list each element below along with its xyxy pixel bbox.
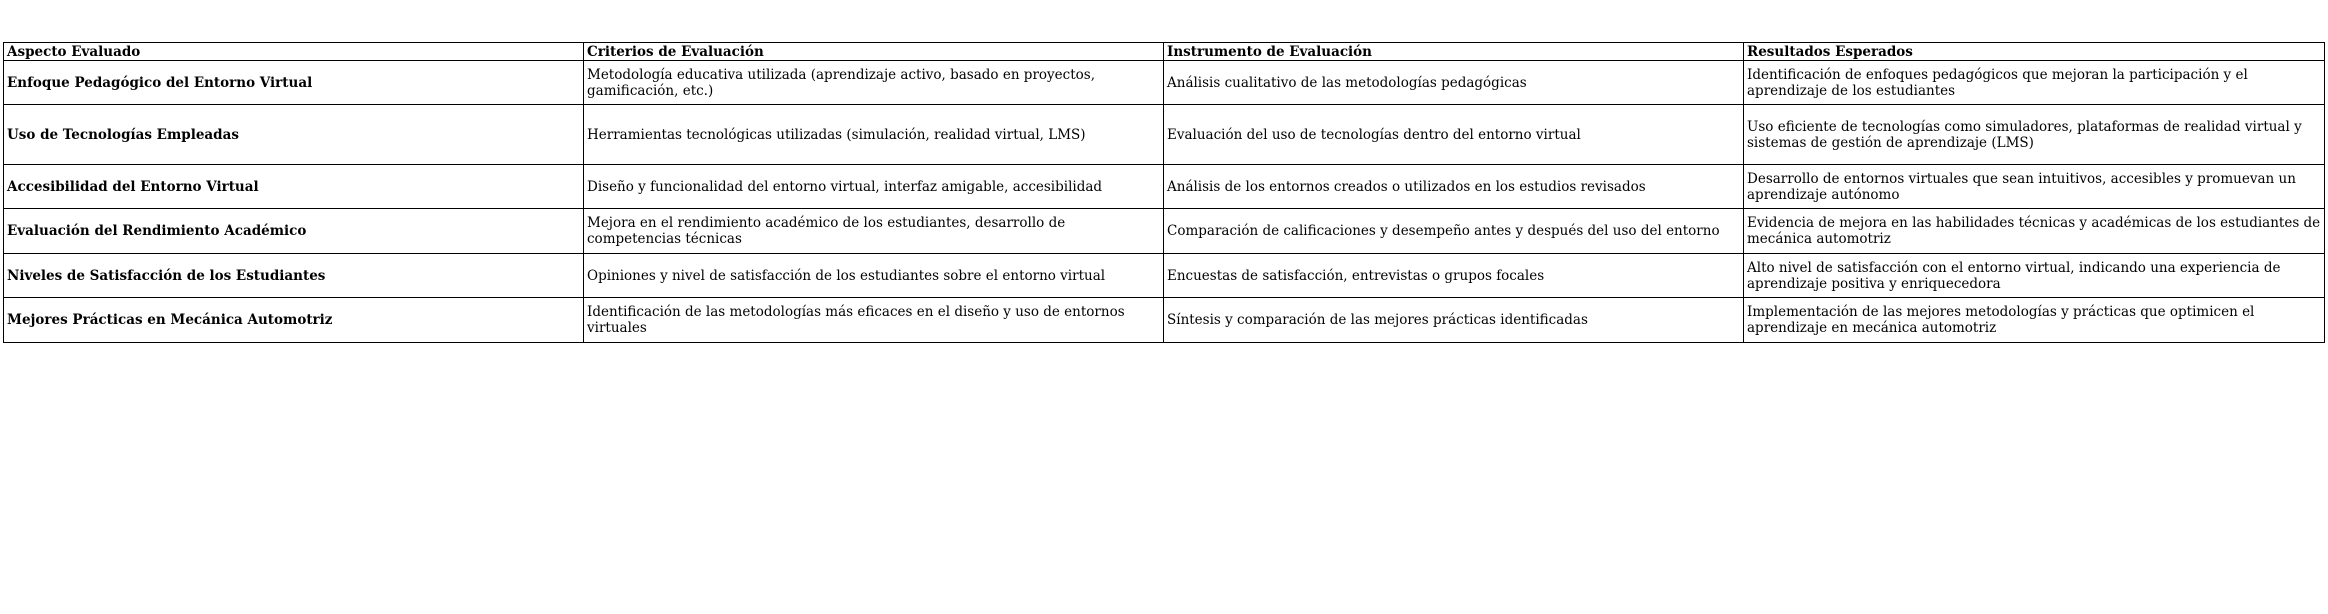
cell-criteria[interactable]: Mejora en el rendimiento académico de los estudiantes, desarrollo de competencias técnicas: [584, 209, 1164, 254]
table-row: [4, 165, 2325, 209]
cell-aspect[interactable]: Mejores Prácticas en Mecánica Automotriz: [4, 298, 584, 343]
table-row: [4, 298, 2325, 343]
cell-aspect[interactable]: Evaluación del Rendimiento Académico: [4, 209, 584, 254]
cell-aspect[interactable]: Accesibilidad del Entorno Virtual: [4, 165, 584, 209]
spreadsheet-area: [3, 42, 2324, 343]
cell-results[interactable]: Desarrollo de entornos virtuales que sean intuitivos, accesibles y promuevan un aprendizaje autónomo: [1744, 165, 2325, 209]
cell-instrument[interactable]: Encuestas de satisfacción, entrevistas o grupos focales: [1164, 254, 1744, 298]
table-row: [4, 209, 2325, 254]
header-row: [4, 43, 2325, 61]
evaluation-table: [3, 42, 2325, 343]
cell-results[interactable]: Alto nivel de satisfacción con el entorno virtual, indicando una experiencia de aprendizaje positiva y enriquecedora: [1744, 254, 2325, 298]
cell-aspect[interactable]: Niveles de Satisfacción de los Estudiantes: [4, 254, 584, 298]
cell-aspect[interactable]: Enfoque Pedagógico del Entorno Virtual: [4, 61, 584, 105]
cell-instrument[interactable]: Análisis de los entornos creados o utilizados en los estudios revisados: [1164, 165, 1744, 209]
cell-instrument[interactable]: Comparación de calificaciones y desempeño antes y después del uso del entorno: [1164, 209, 1744, 254]
cell-instrument[interactable]: Síntesis y comparación de las mejores prácticas identificadas: [1164, 298, 1744, 343]
table-row: [4, 105, 2325, 165]
header-cell-instrument[interactable]: Instrumento de Evaluación: [1164, 43, 1744, 61]
cell-results[interactable]: Identificación de enfoques pedagógicos que mejoran la participación y el aprendizaje de los estudiantes: [1744, 61, 2325, 105]
header-cell-criteria[interactable]: Criterios de Evaluación: [584, 43, 1164, 61]
cell-results[interactable]: Uso eficiente de tecnologías como simuladores, plataformas de realidad virtual y sistemas de gestión de aprendizaje (LMS): [1744, 105, 2325, 165]
table-row: [4, 61, 2325, 105]
cell-instrument[interactable]: Análisis cualitativo de las metodologías pedagógicas: [1164, 61, 1744, 105]
header-cell-results[interactable]: Resultados Esperados: [1744, 43, 2325, 61]
cell-criteria[interactable]: Opiniones y nivel de satisfacción de los estudiantes sobre el entorno virtual: [584, 254, 1164, 298]
cell-instrument[interactable]: Evaluación del uso de tecnologías dentro del entorno virtual: [1164, 105, 1744, 165]
cell-aspect[interactable]: Uso de Tecnologías Empleadas: [4, 105, 584, 165]
cell-criteria[interactable]: Diseño y funcionalidad del entorno virtual, interfaz amigable, accesibilidad: [584, 165, 1164, 209]
cell-criteria[interactable]: Herramientas tecnológicas utilizadas (simulación, realidad virtual, LMS): [584, 105, 1164, 165]
cell-results[interactable]: Implementación de las mejores metodologías y prácticas que optimicen el aprendizaje en mecánica automotriz: [1744, 298, 2325, 343]
cell-criteria[interactable]: Identificación de las metodologías más eficaces en el diseño y uso de entornos virtuales: [584, 298, 1164, 343]
cell-results[interactable]: Evidencia de mejora en las habilidades técnicas y académicas de los estudiantes de mecánica automotriz: [1744, 209, 2325, 254]
table-row: [4, 254, 2325, 298]
header-cell-aspect[interactable]: Aspecto Evaluado: [4, 43, 584, 61]
cell-criteria[interactable]: Metodología educativa utilizada (aprendizaje activo, basado en proyectos, gamificación, etc.): [584, 61, 1164, 105]
